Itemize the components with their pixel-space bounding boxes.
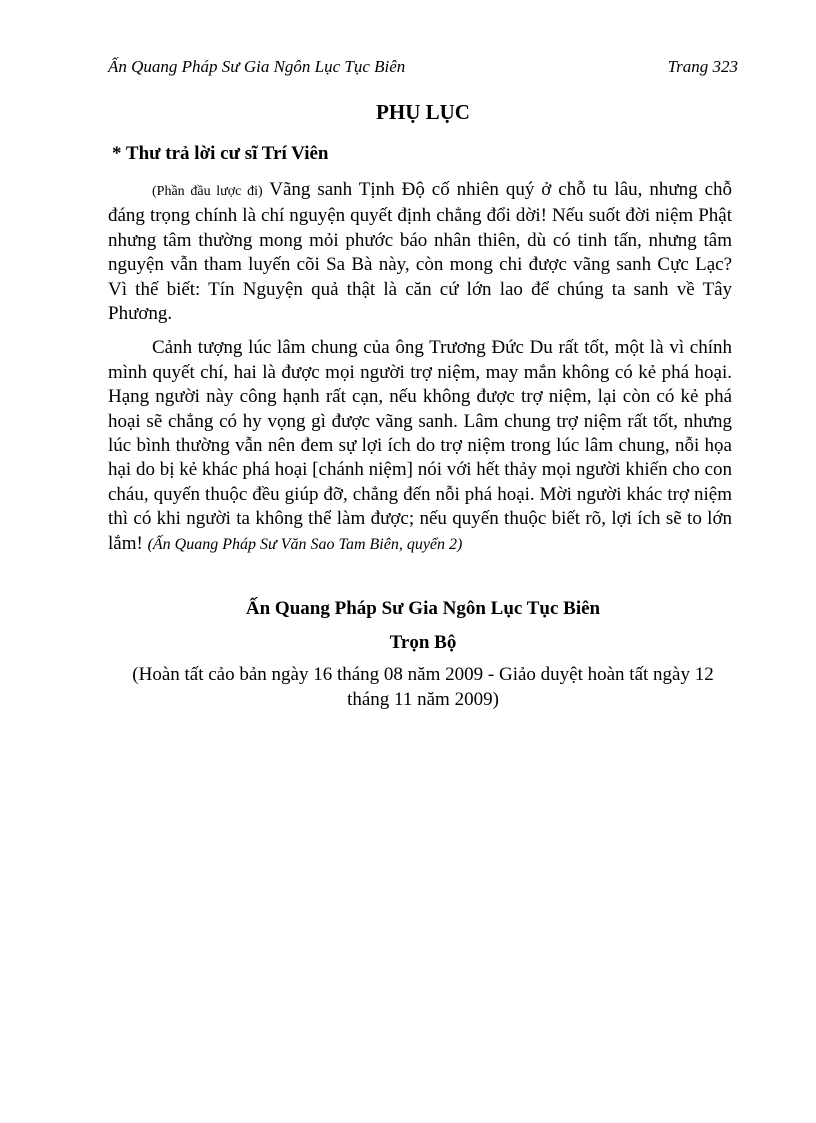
header-page-number: Trang 323 bbox=[667, 57, 738, 76]
header-book-title: Ấn Quang Pháp Sư Gia Ngôn Lục Tục Biên bbox=[108, 57, 406, 76]
closing-dates: (Hoàn tất cảo bản ngày 16 tháng 08 năm 2009 - Giảo duyệt hoàn tất ngày 12 tháng 11 năm 2009) bbox=[132, 664, 714, 710]
letter-body bbox=[108, 178, 732, 567]
paragraph-2-text: Cảnh tượng lúc lâm chung của ông Trương Đức Du rất tốt, một là vì chính mình quyết chí, hai là được mọi người trợ niệm, may mắn không có kẻ phá hoại. Hạng người này công hạnh rất cạn, nếu không được trợ niệm, lại còn có kẻ phá hoại sẽ chẳng có hy vọng gì được vãng sanh. Lâm chung trợ niệm rất tốt, nhưng lúc bình thường vẫn nên đem sự lợi ích do trợ niệm trong lúc lâm chung, nỗi họa hại do bị kẻ khác phá hoại [chánh niệm] nói với hết thảy mọi người khiến cho con cháu, quyến thuộc đều giúp đỡ, chẳng đến nỗi phá hoại. Mời người khác trợ niệm thì có khi người ta không thể làm được; nếu quyến thuộc biết rõ, lợi ích sẽ to lớn lắm! bbox=[108, 337, 732, 554]
paragraph-1 bbox=[108, 178, 732, 326]
source-citation: (Ấn Quang Pháp Sư Văn Sao Tam Biên, quyển 2) bbox=[147, 535, 463, 553]
paragraph-2 bbox=[108, 336, 732, 557]
omission-note: (Phần đầu lược đi) bbox=[152, 184, 263, 199]
letter-title: * Thư trả lời cư sĩ Trí Viên bbox=[112, 143, 329, 164]
section-title: PHỤ LỤC bbox=[376, 100, 470, 124]
paragraph-1-text: Vãng sanh Tịnh Độ cố nhiên quý ở chỗ tu lâu, nhưng chỗ đáng trọng chính là chí nguyện quyết định chẳng đổi dời! Nếu suốt đời niệm Phật nhưng tâm thường mong mỏi phước báo nhân thiên, dù có tinh tấn, nhưng tâm nguyện vẫn tham luyến cõi Sa Bà này, còn mong chi được vãng sanh Cực Lạc? Vì thế biết: Tín Nguyện quả thật là căn cứ lớn lao để chúng ta sanh về Tây Phương. bbox=[108, 179, 733, 325]
closing-book-title: Ấn Quang Pháp Sư Gia Ngôn Lục Tục Biên bbox=[245, 598, 601, 619]
closing-block bbox=[108, 596, 738, 712]
closing-complete: Trọn Bộ bbox=[389, 632, 457, 653]
